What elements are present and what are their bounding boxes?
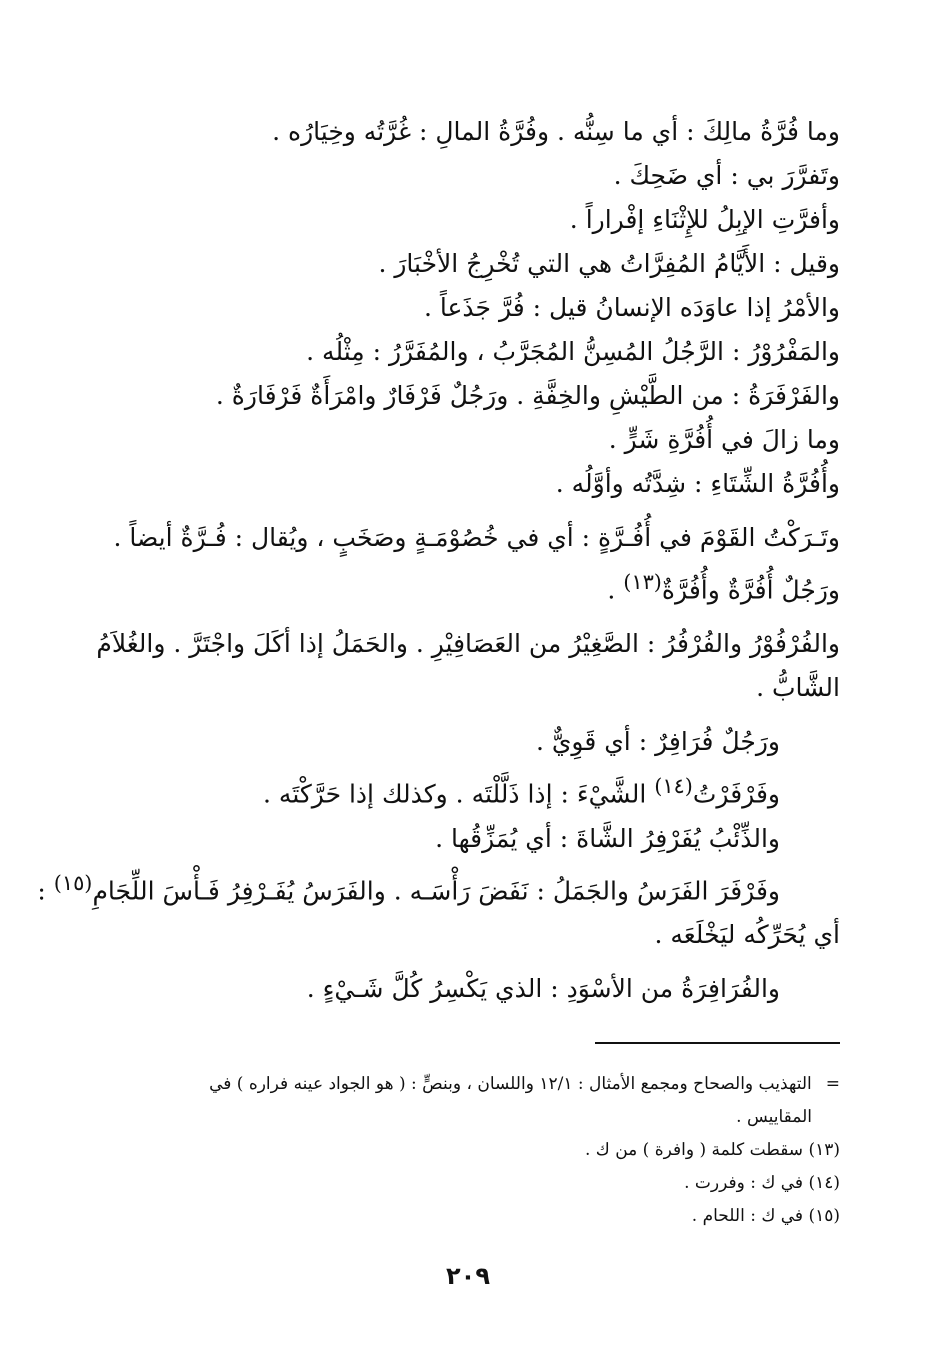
paragraph-gap xyxy=(110,710,840,720)
footnotes xyxy=(110,1068,840,1233)
continuation-marker: = xyxy=(825,1074,840,1094)
footnote-15: (١٥) في ك : اللحام . xyxy=(691,1206,840,1226)
footnote-continuation-end xyxy=(110,1101,840,1134)
text-line: والفَرْفَرَةُ : من الطَّيْشِ والخِفَّةِ . ورَجُلٌ فَرْفَارٌ وامْرَأَةٌ فَرْفَارَةٌ . xyxy=(215,381,840,410)
text-line xyxy=(110,560,840,612)
footnote-text: التهذيب والصحاح ومجمع الأمثال : ١٢/١ واللسان ، وبنصٍّ : ( هو الجواد عينه فراره ) في xyxy=(209,1074,812,1094)
footnote-ref: (١٣) xyxy=(623,570,662,594)
text-segment: الشَّيْءَ : إذا ذَلَّلْتَه . وكذلك إذا حَرَّكْتَه . xyxy=(263,779,655,809)
text-segment: . xyxy=(607,575,624,605)
footnote-14: (١٤) في ك : وفررت . xyxy=(684,1173,840,1193)
text-line: والفُرَافِرَةُ من الأسْوَدِ : الذي يَكْسِرُ كُلَّ شَـيْءٍ . xyxy=(306,973,780,1003)
text-line xyxy=(37,861,840,913)
text-line: والفُرْفُوْرُ والفُرْفُرُ : الصَّغِيْرُ من العَصَافِيْرِ . والحَمَلُ إذا أكَلَ واجْتَرَّ . والغُلاَمُ xyxy=(96,629,840,659)
text-segment: وفَرْفَرْتُ xyxy=(692,779,780,809)
footnote-ref: (١٤) xyxy=(654,774,693,799)
footnote-ref: (١٥) xyxy=(53,870,93,895)
text-line: والذِّئْبُ يُفَرْفِرُ الشَّاةَ : أي يُمَزِّقُها . xyxy=(435,823,780,853)
text-line: الشَّابُّ . xyxy=(756,673,840,703)
text-line: والمَفْرُوْرُ : الرَّجُلُ المُسِنُّ المُجَرَّبُ ، والمُفَرَّرُ : مِثْلُه . xyxy=(306,337,840,366)
footnote-text: المقاييس . xyxy=(736,1107,812,1127)
text-line: وتَـرَكْتُ القَوْمَ في أُفُـرَّةٍ : أي في خُصُوْمَـةٍ وصَخَبٍ ، ويُقال : فُـرَّةٌ أيضاً . xyxy=(113,523,840,552)
text-line: وتَفرَّرَ بي : أي ضَحِكَ . xyxy=(613,161,840,190)
text-line: وأفرَّتِ الإبِلُ للإِثْنَاءِ إفْراراً . xyxy=(569,205,840,234)
text-segment: ورَجُلٌ أُفُرَّةٌ وأُفُرَّةٌ xyxy=(661,575,840,605)
text-segment: : xyxy=(37,875,54,905)
footnote-continuation xyxy=(110,1068,840,1101)
text-line: وما فُرَّةُ مالِكَ : أي ما سِنُّه . وفُرَّةُ المالِ : غُرَّتُه وخِيَارُه . xyxy=(272,117,840,146)
page-number: ٢٠٩ xyxy=(446,1262,490,1290)
text-line: ورَجُلٌ فُرَافِرٌ : أي قَوِيٌّ . xyxy=(535,727,780,757)
text-line: وأُفُرَّةُ الشِّتَاءِ : شِدَّتُه وأوَّلُه . xyxy=(555,469,840,498)
text-line xyxy=(110,764,840,816)
footnote-separator xyxy=(595,1042,840,1044)
paragraph-gap xyxy=(110,612,840,622)
text-line: وما زالَ في أُفُرَّةِ شَرٍّ . xyxy=(608,425,840,454)
text-line: أي يُحَرِّكُه ليَخْلَعَه . xyxy=(654,919,840,949)
footnote-13: (١٣) سقطت كلمة ( وافرة ) من ك . xyxy=(585,1140,840,1160)
text-line: وقيل : الأَيَّامُ المُفِرَّاتُ هي التي تُخْرِجُ الأخْبَارَ . xyxy=(378,249,840,278)
paragraph-gap xyxy=(110,957,840,967)
paragraph-gap xyxy=(110,506,840,516)
text-line: والأمْرُ إذا عاوَدَه الإنسانُ قيل : فُرَّ جَذَعاً . xyxy=(424,293,840,322)
text-segment: وفَرْفَرَ الفَرَسُ والجَمَلُ : نَفَضَ رَأْسَـه . والفَرَسُ يُفَـرْفِرُ فَـأْسَ اللِّجَامِ xyxy=(92,875,780,905)
main-text xyxy=(37,110,840,1011)
